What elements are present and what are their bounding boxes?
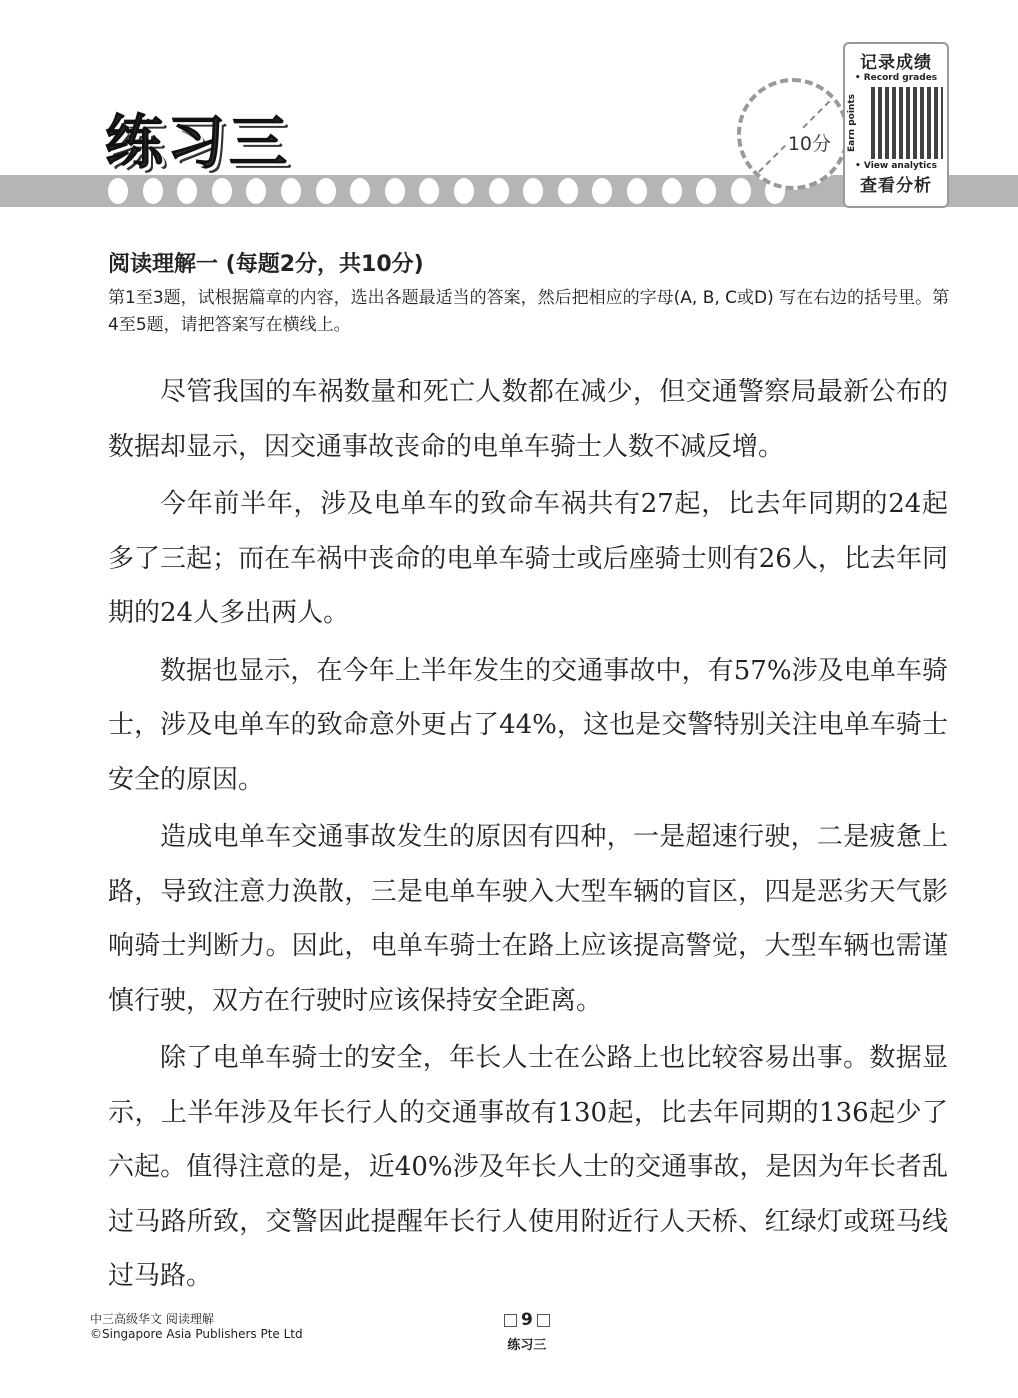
qr-card[interactable] — [843, 42, 949, 208]
dot — [454, 178, 474, 204]
dot — [627, 178, 647, 204]
qr-record-label: • Record grades — [854, 73, 938, 83]
dot — [177, 178, 197, 204]
dot — [385, 178, 405, 204]
dot — [212, 178, 232, 204]
dot — [316, 178, 336, 204]
dot — [696, 178, 716, 204]
book-title: 中三高级华文 阅读理解 — [90, 1312, 214, 1326]
footer-info — [90, 1312, 303, 1342]
dot — [143, 178, 163, 204]
dot — [592, 178, 612, 204]
dot — [523, 178, 543, 204]
passage — [108, 365, 948, 1307]
section-heading: 阅读理解一 (每题2分，共10分) — [108, 252, 424, 277]
dot — [108, 178, 128, 204]
dot — [281, 178, 301, 204]
qr-view-label: • View analytics — [855, 161, 937, 171]
page-title: 练习三 — [105, 108, 292, 176]
paragraph: 尽管我国的车祸数量和死亡人数都在减少，但交通警察局最新公布的数据却显示，因交通事故丧命的电单车骑士人数不减反增。 — [108, 377, 948, 462]
page-footer — [500, 1310, 554, 1353]
dot — [246, 178, 266, 204]
qr-side-label: Earn points — [847, 94, 857, 152]
square-icon — [537, 1314, 550, 1327]
copyright: ©Singapore Asia Publishers Pte Ltd — [90, 1327, 303, 1341]
instructions: 第1至3题，试根据篇章的内容，选出各题最适当的答案，然后把相应的字母(A, B, C或D) 写在右边的括号里。第4至5题，请把答案写在横线上。 — [108, 288, 950, 335]
paragraph: 今年前半年，涉及电单车的致命车祸共有27起，比去年同期的24起多了三起；而在车祸中丧命的电单车骑士或后座骑士则有26人，比去年同期的24人多出两人。 — [108, 489, 948, 628]
paragraph: 造成电单车交通事故发生的原因有四种，一是超速行驶，二是疲惫上路，导致注意力涣散，三是电单车驶入大型车辆的盲区，四是恶劣天气影响骑士判断力。因此，电单车骑士在路上应该提高警觉，大型车辆也需谨慎行驶，双方在行驶时应该保持安全距离。 — [108, 822, 948, 1016]
dot — [662, 178, 682, 204]
dot — [558, 178, 578, 204]
decorative-dots — [108, 178, 785, 204]
paragraph: 除了电单车骑士的安全，年长人士在公路上也比较容易出事。数据显示，上半年涉及年长行人的交通事故有130起，比去年同期的136起少了六起。值得注意的是，近40%涉及年长人士的交通事故，是因为年长者乱过马路所致，交警因此提醒年长行人使用附近行人天桥、红绿灯或斑马线过马路。 — [108, 1043, 948, 1291]
square-icon — [504, 1314, 517, 1327]
dot — [350, 178, 370, 204]
score-total: 10分 — [788, 129, 831, 156]
qr-top-label: 记录成绩 — [860, 53, 932, 73]
score-circle — [737, 78, 849, 190]
footer-section: 练习三 — [507, 1338, 547, 1353]
dot — [489, 178, 509, 204]
paragraph: 数据也显示，在今年上半年发生的交通事故中，有57%涉及电单车骑士，涉及电单车的致命意外更占了44%，这也是交警特别关注电单车骑士安全的原因。 — [108, 655, 948, 795]
dot — [731, 178, 751, 204]
dot — [419, 178, 439, 204]
qr-code-icon[interactable] — [871, 87, 943, 159]
page-number: 9 — [521, 1310, 533, 1330]
qr-bottom-label: 查看分析 — [860, 176, 932, 196]
